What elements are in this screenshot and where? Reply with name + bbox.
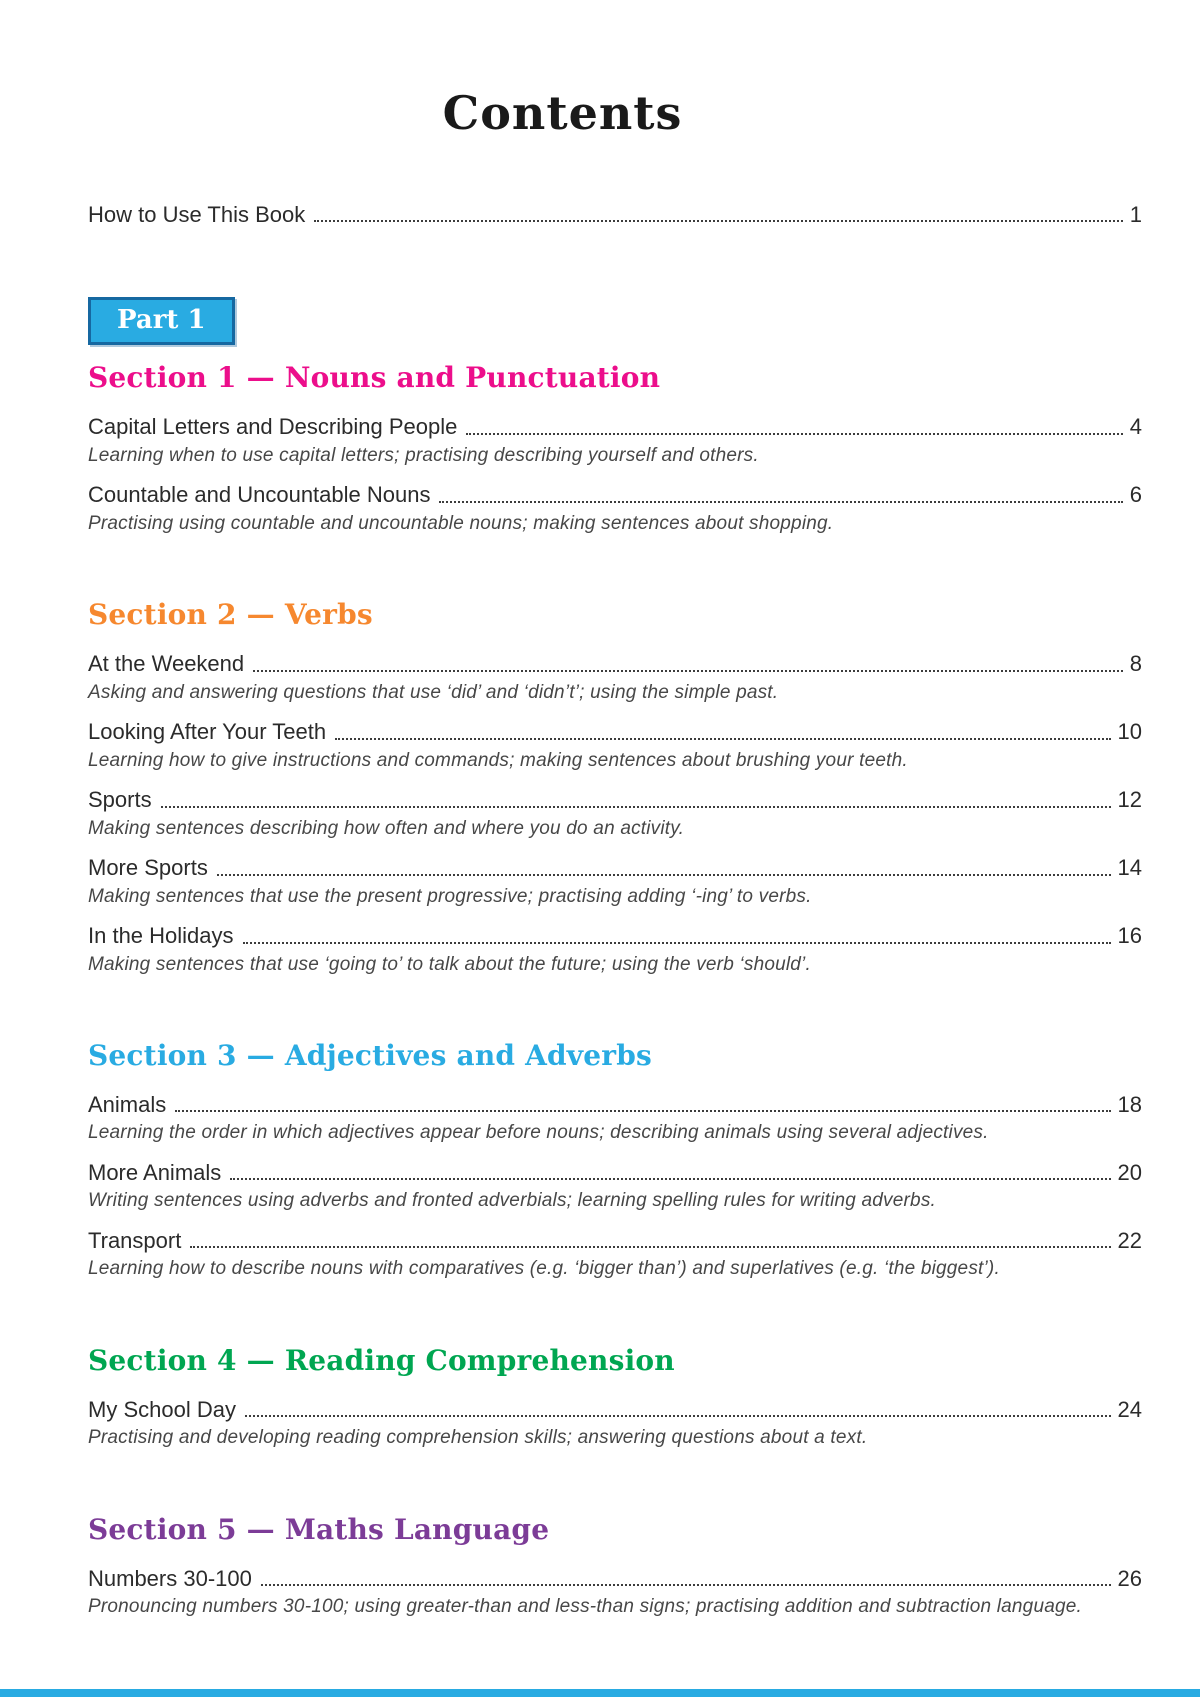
dotted-leader: [335, 738, 1110, 740]
dotted-leader: [253, 670, 1123, 672]
toc-entry-description: Practising using countable and uncountable nouns; making sentences about shopping.: [88, 512, 834, 534]
toc-entry: [88, 1092, 1142, 1146]
toc-entry-title: In the Holidays: [88, 923, 234, 949]
toc-entry-description: Writing sentences using adverbs and fronted adverbials; learning spelling rules for writing adverbs.: [88, 1190, 936, 1212]
toc-entry-description: Learning when to use capital letters; practising describing yourself and others.: [88, 444, 759, 466]
toc-entry-description: Practising and developing reading comprehension skills; answering questions about a text.: [88, 1427, 868, 1449]
toc-entry-page-number: 12: [1117, 787, 1142, 813]
toc-entry-row: [88, 1160, 1142, 1185]
toc-entry-description: Making sentences that use the present progressive; practising adding ‘-ing’ to verbs.: [88, 885, 812, 907]
toc-entry-page-number: 10: [1117, 719, 1142, 745]
toc-entry-title: More Animals: [88, 1160, 222, 1186]
toc-entry-page-number: 20: [1117, 1160, 1142, 1186]
toc-entry-page-number: 18: [1117, 1092, 1142, 1118]
toc-entry-row: [88, 787, 1142, 812]
toc-entry-page-number: 8: [1129, 651, 1142, 677]
section-heading: Section 3 — Adjectives and Adverbs: [88, 1039, 652, 1073]
toc-entry-row: [88, 414, 1142, 439]
toc-entry: [88, 414, 1142, 468]
dotted-leader: [230, 1178, 1110, 1180]
toc-entry: [88, 855, 1142, 909]
dotted-leader: [439, 501, 1122, 503]
section-heading: Section 2 — Verbs: [88, 598, 373, 632]
toc-entry-row: [88, 1228, 1142, 1253]
toc-entry-title: More Sports: [88, 855, 208, 881]
toc-entry-title: Looking After Your Teeth: [88, 719, 327, 745]
dotted-leader: [243, 942, 1111, 944]
dotted-leader: [175, 1110, 1110, 1112]
toc-entry: [88, 787, 1142, 841]
toc-entry-description: Making sentences describing how often and where you do an activity.: [88, 817, 685, 839]
section-heading: Section 1 — Nouns and Punctuation: [88, 361, 661, 395]
toc-entry-row: [88, 855, 1142, 880]
dotted-leader: [217, 874, 1111, 876]
toc-entry-page-number: 4: [1129, 414, 1142, 440]
toc-entry: [88, 482, 1142, 536]
toc-entry: [88, 1397, 1142, 1451]
section-block: [88, 1513, 1142, 1620]
toc-entry-row: [88, 719, 1142, 744]
toc-entry-description: Making sentences that use ‘going to’ to talk about the future; using the verb ‘should’.: [88, 953, 811, 975]
toc-entry-title: Animals: [88, 1092, 167, 1118]
sections-container: [88, 361, 1142, 1620]
footer-accent-bar: [0, 1689, 1200, 1697]
toc-entry: [88, 1566, 1142, 1620]
toc-entry-page-number: 6: [1129, 482, 1142, 508]
section-block: [88, 1344, 1142, 1451]
toc-entry-page-number: 22: [1117, 1228, 1142, 1254]
part-1-badge: Part 1: [88, 297, 235, 345]
dotted-leader: [466, 433, 1122, 435]
dotted-leader: [261, 1584, 1111, 1586]
section-heading: Section 4 — Reading Comprehension: [88, 1344, 675, 1378]
toc-entry-title: Countable and Uncountable Nouns: [88, 482, 431, 508]
toc-entry-title: How to Use This Book: [88, 202, 306, 227]
toc-entry-description: Pronouncing numbers 30-100; using greater-than and less-than signs; practising addition and subtraction language.: [88, 1596, 1082, 1618]
toc-entry-page-number: 14: [1117, 855, 1142, 881]
dotted-leader: [245, 1415, 1111, 1417]
page-title: Contents: [442, 86, 683, 140]
section-block: [88, 598, 1142, 977]
toc-entry-title: Transport: [88, 1228, 182, 1254]
dotted-leader: [190, 1246, 1110, 1248]
toc-entry: [88, 651, 1142, 705]
toc-entry-description: Asking and answering questions that use ‘did’ and ‘didn’t’; using the simple past.: [88, 681, 779, 703]
toc-entry-row: [88, 1566, 1142, 1591]
toc-entry-description: Learning how to give instructions and commands; making sentences about brushing your teeth.: [88, 749, 908, 771]
toc-entry-how-to-use: [88, 202, 1142, 227]
toc-entry-title: Numbers 30-100: [88, 1566, 252, 1592]
toc-entry-title: At the Weekend: [88, 651, 245, 677]
toc-entry-row: [88, 482, 1142, 507]
dotted-leader: [314, 220, 1123, 222]
toc-entry-page-number: 26: [1117, 1566, 1142, 1592]
toc-entry: [88, 719, 1142, 773]
toc-entry-title: Sports: [88, 787, 152, 813]
toc-entry-row: [88, 1397, 1142, 1422]
toc-entry: [88, 1228, 1142, 1282]
toc-entry: [88, 923, 1142, 977]
toc-entry-title: My School Day: [88, 1397, 236, 1423]
section-block: [88, 361, 1142, 536]
toc-entry-title: Capital Letters and Describing People: [88, 414, 458, 440]
section-heading: Section 5 — Maths Language: [88, 1513, 550, 1547]
toc-entry-page-number: 1: [1129, 202, 1142, 227]
toc-entry-description: Learning the order in which adjectives appear before nouns; describing animals using several adjectives.: [88, 1122, 989, 1144]
toc-entry: [88, 1160, 1142, 1214]
toc-entry-row: [88, 651, 1142, 676]
dotted-leader: [161, 806, 1111, 808]
toc-entry-row: [88, 923, 1142, 948]
toc-entry-page-number: 16: [1117, 923, 1142, 949]
toc-entry-description: Learning how to describe nouns with comparatives (e.g. ‘bigger than’) and superlatives (e.g. ‘the biggest’).: [88, 1258, 1000, 1280]
section-block: [88, 1039, 1142, 1282]
toc-entry-page-number: 24: [1117, 1397, 1142, 1423]
toc-entry-row: [88, 1092, 1142, 1117]
